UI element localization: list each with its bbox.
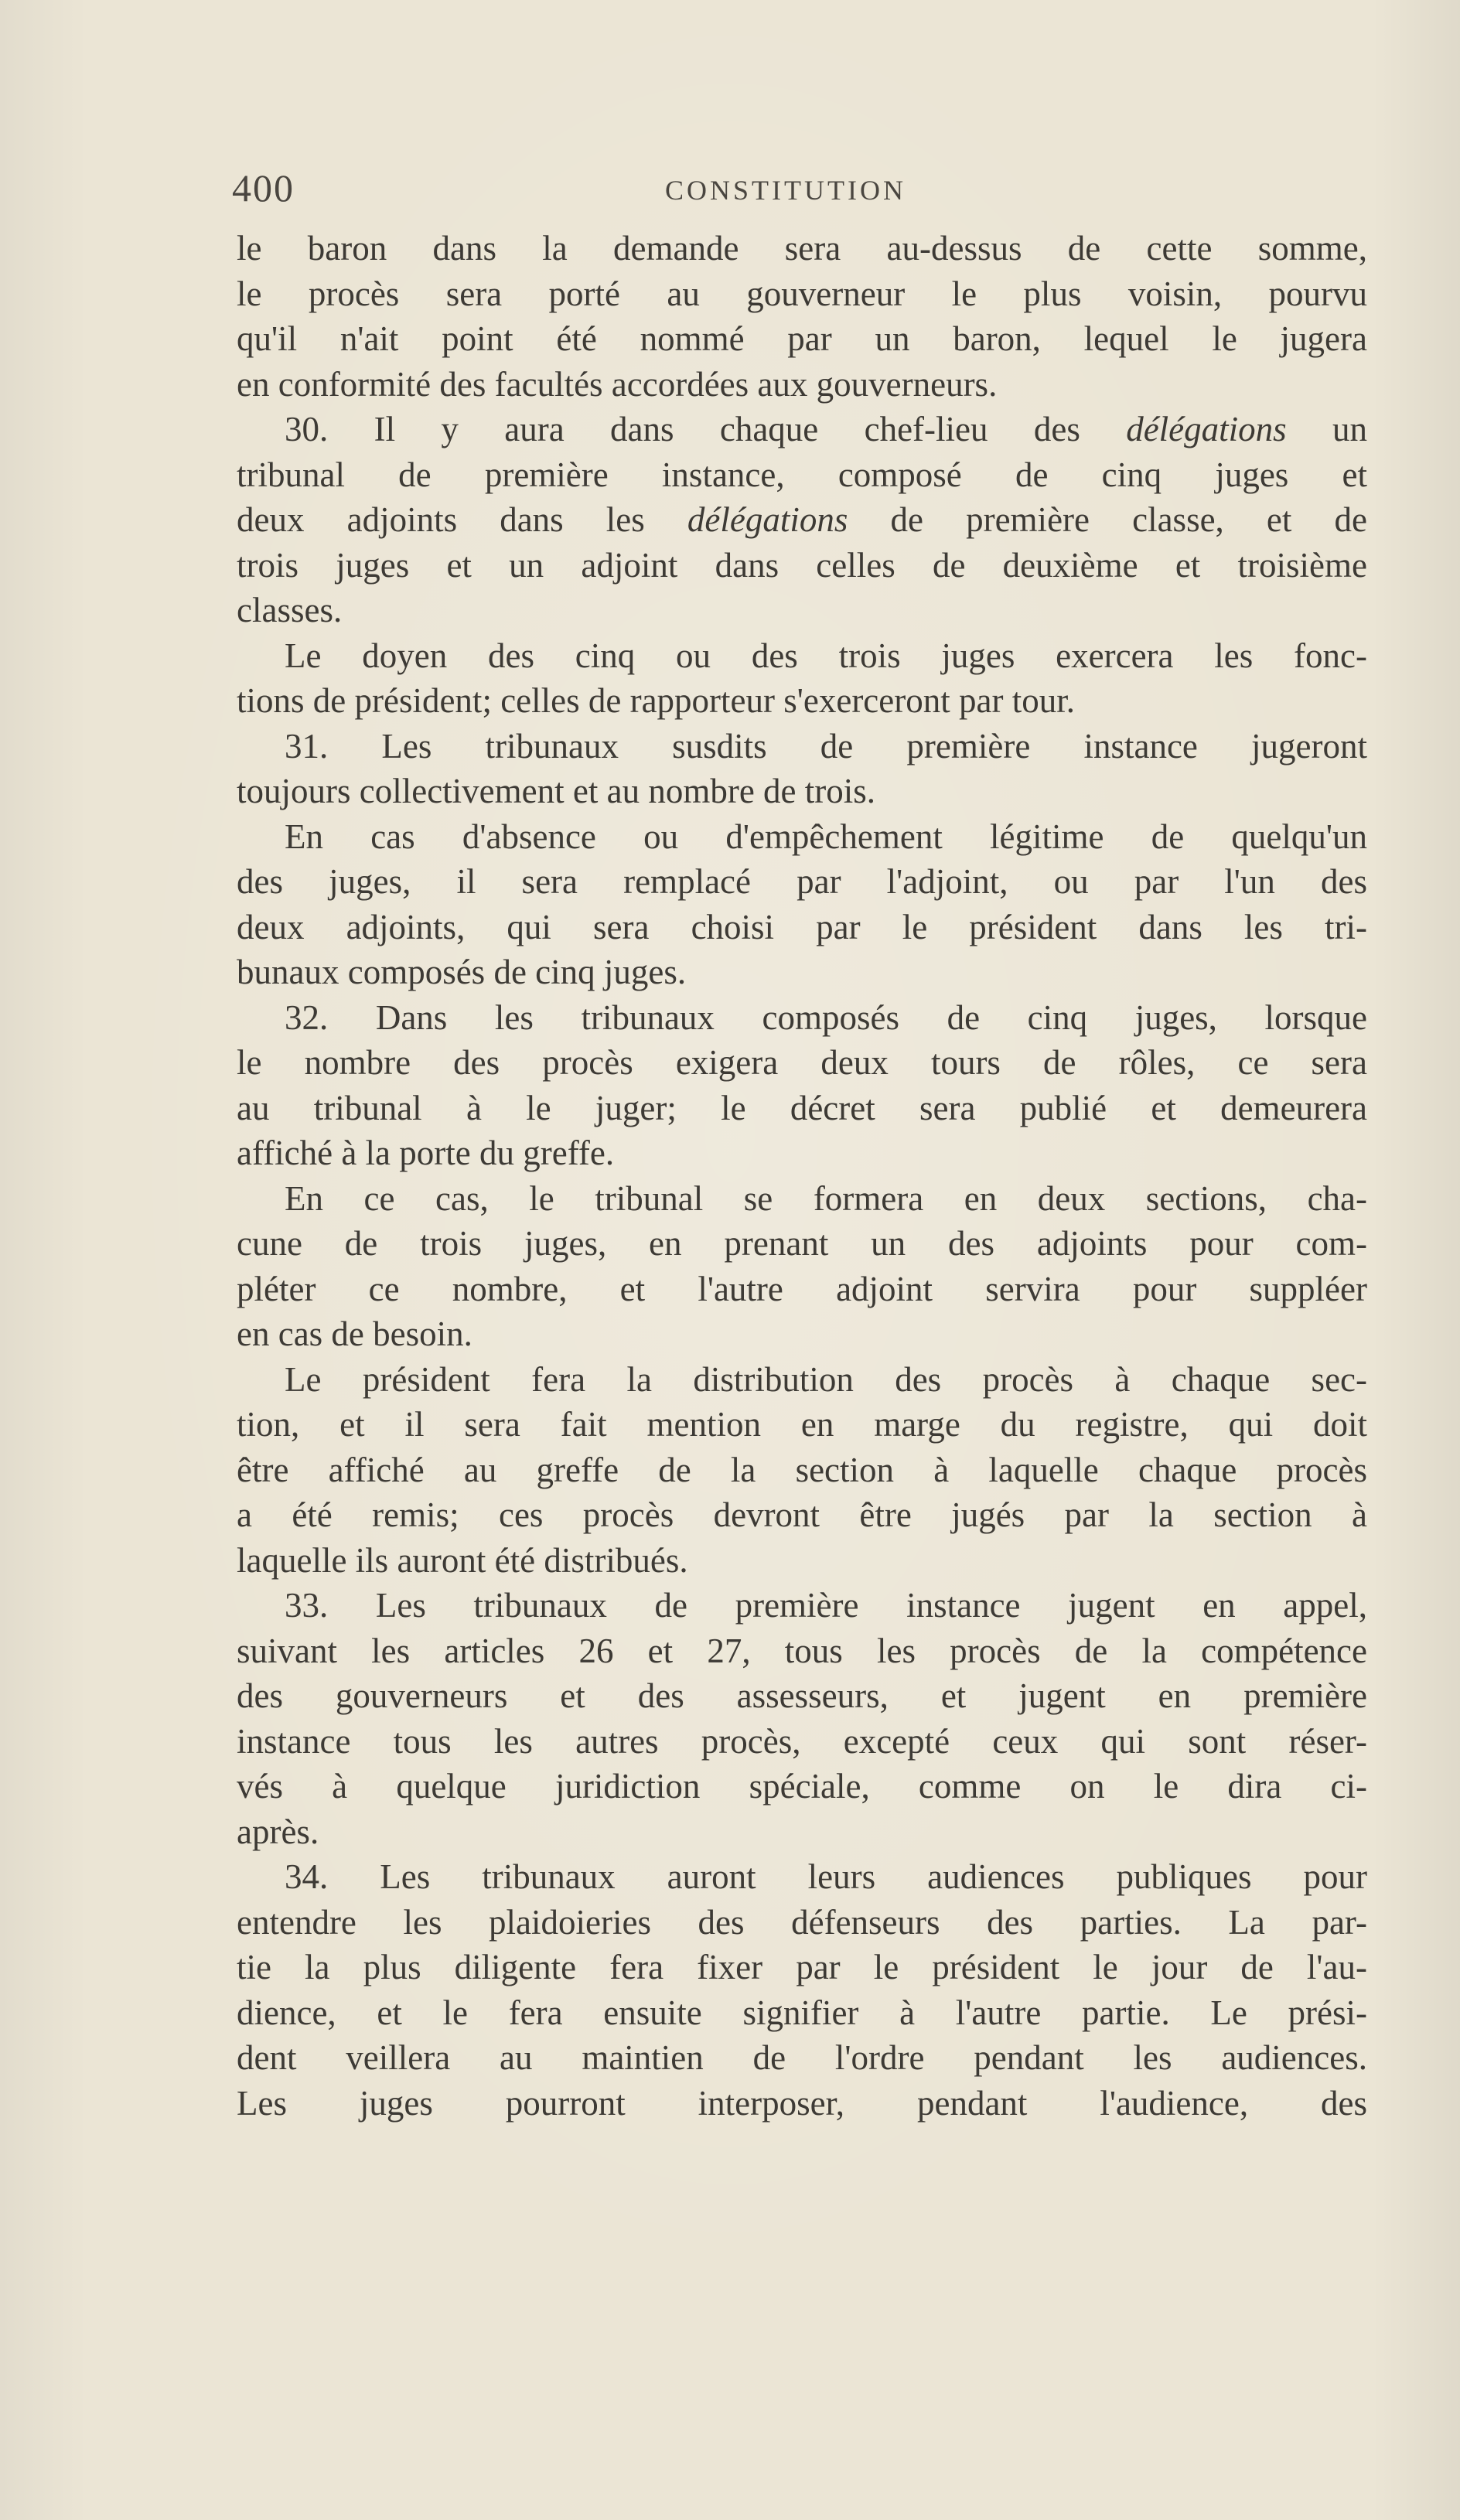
text-line: qu'il n'ait point été nommé par un baron, lequel le jugera <box>237 319 1367 358</box>
text-line: deux adjoints, qui sera choisi par le président dans les tri- <box>237 907 1367 946</box>
text-line: des gouverneurs et des assesseurs, et jugent en première <box>237 1676 1367 1715</box>
text-line: entendre les plaidoieries des défenseurs des parties. La par- <box>237 1902 1367 1942</box>
text-line: tions de président; celles de rapporteur s'exerceront par tour. <box>237 681 1075 720</box>
text-line: pléter ce nombre, et l'autre adjoint servira pour suppléer <box>237 1269 1367 1308</box>
body-text <box>237 226 1367 2126</box>
text-line: en cas de besoin. <box>237 1315 472 1353</box>
text-line: trois juges et un adjoint dans celles de deuxième et troisième <box>237 545 1367 585</box>
text-line: En cas d'absence ou d'empêchement légitime de quelqu'un <box>285 817 1367 856</box>
text-line: après. <box>237 1812 319 1851</box>
page-number: 400 <box>232 166 295 210</box>
text-line: 33. Les tribunaux de première instance jugent en appel, <box>285 1586 1367 1625</box>
text-line: Le président fera la distribution des procès à chaque sec- <box>285 1359 1367 1399</box>
text-line: le nombre des procès exigera deux tours de rôles, ce sera <box>237 1043 1367 1082</box>
text-line: tion, et il sera fait mention en marge du registre, qui doit <box>237 1405 1367 1444</box>
text-line: bunaux composés de cinq juges. <box>237 953 687 991</box>
text-line: 30. Il y aura dans chaque chef-lieu des délégations un <box>285 410 1367 448</box>
text-line: le procès sera porté au gouverneur le plus voisin, pourvu <box>237 274 1367 313</box>
text-line: affiché à la porte du greffe. <box>237 1134 615 1172</box>
text-line: classes. <box>237 591 343 629</box>
text-line: tribunal de première instance, composé de cinq juges et <box>237 455 1367 494</box>
text-line: être affiché au greffe de la section à laquelle chaque procès <box>237 1450 1367 1489</box>
text-line: laquelle ils auront été distribués. <box>237 1540 688 1580</box>
text-line: 31. Les tribunaux susdits de première instance jugeront <box>285 726 1367 766</box>
text-line: le baron dans la demande sera au-dessus de cette somme, <box>237 229 1367 268</box>
italic-term: délégations <box>1126 410 1287 448</box>
text-line: dent veillera au maintien de l'ordre pendant les audiences. <box>237 2038 1367 2077</box>
text-line: vés à quelque juridiction spéciale, comme on le dira ci- <box>237 1767 1367 1806</box>
text-line: deux adjoints dans les délégations de première classe, et de <box>237 500 1367 539</box>
text-line: toujours collectivement et au nombre de trois. <box>237 772 876 810</box>
text-line: tie la plus diligente fera fixer par le président le jour de l'au- <box>237 1948 1367 1986</box>
text-line: instance tous les autres procès, excepté ceux qui sont réser- <box>237 1721 1367 1761</box>
text-line: En ce cas, le tribunal se formera en deux sections, cha- <box>285 1178 1367 1218</box>
italic-term: délégations <box>687 500 848 539</box>
text-line: en conformité des facultés accordées aux gouverneurs. <box>237 364 998 404</box>
text-line: dience, et le fera ensuite signifier à l'autre partie. Le prési- <box>237 1993 1367 2032</box>
text-line: au tribunal à le juger; le décret sera publié et demeurera <box>237 1088 1367 1127</box>
text-line: Les juges pourront interposer, pendant l'audience, des <box>237 2083 1367 2123</box>
running-title: CONSTITUTION <box>665 175 906 206</box>
text-line: des juges, il sera remplacé par l'adjoint, ou par l'un des <box>237 862 1367 901</box>
text-line: Le doyen des cinq ou des trois juges exercera les fonc- <box>285 636 1367 675</box>
text-line: 34. Les tribunaux auront leurs audiences publiques pour <box>285 1857 1367 1896</box>
text-line: cune de trois juges, en prenant un des adjoints pour com- <box>237 1224 1367 1263</box>
text-line: 32. Dans les tribunaux composés de cinq juges, lorsque <box>285 997 1367 1037</box>
text-line: a été remis; ces procès devront être jugés par la section à <box>237 1495 1367 1534</box>
text-line: suivant les articles 26 et 27, tous les procès de la compétence <box>237 1631 1367 1670</box>
page-header <box>232 164 1376 218</box>
